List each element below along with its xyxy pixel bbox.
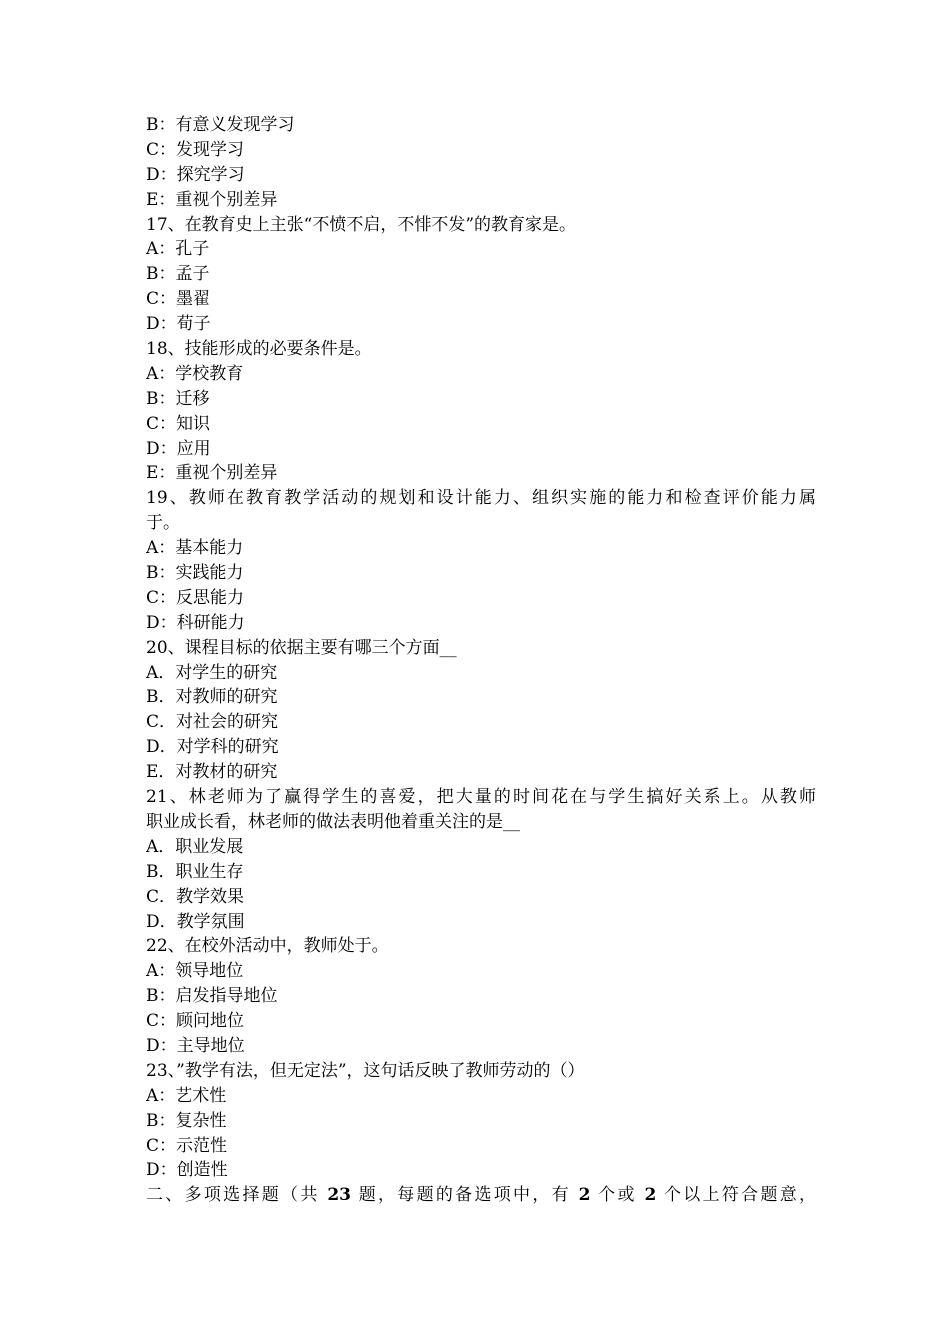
question-text: 21、林老师为了赢得学生的喜爱，把大量的时间花在与学生搞好关系上。从教师 <box>146 787 816 808</box>
section-heading-text-2: 题，每题的备选项中，有 <box>358 1185 571 1206</box>
question-text: 18、技能形成的必要条件是。 <box>146 339 372 360</box>
answer-option: C：发现学习 <box>146 139 245 160</box>
section-heading-text-1: 二、多项选择题（共 <box>146 1185 320 1206</box>
answer-option: D：创造性 <box>146 1160 228 1181</box>
answer-option: D：荀子 <box>146 314 211 335</box>
answer-option: D：探究学习 <box>146 164 245 185</box>
answer-option: B：启发指导地位 <box>146 986 278 1007</box>
question-text: 17、在教育史上主张“不愤不启，不悱不发”的教育家是。 <box>146 214 577 235</box>
answer-option: E：重视个别差异 <box>146 189 278 210</box>
question-text-continued: 于。 <box>146 513 180 534</box>
answer-option: A．对学生的研究 <box>146 662 278 683</box>
question-text: 23、”教学有法，但无定法”，这句话反映了教师劳动的（） <box>146 1060 585 1081</box>
answer-option: A：孔子 <box>146 239 210 260</box>
section-heading-count-a: 2 <box>578 1185 591 1206</box>
answer-option: A．职业发展 <box>146 836 244 857</box>
answer-option: D．教学氛围 <box>146 911 245 932</box>
answer-option: E．对教材的研究 <box>146 762 278 783</box>
question-text-continued: 职业成长看，林老师的做法表明他着重关注的是__ <box>146 811 520 832</box>
answer-option: B．职业生存 <box>146 861 244 882</box>
question-list <box>146 113 816 1183</box>
answer-option: D：科研能力 <box>146 612 245 633</box>
answer-option: C．教学效果 <box>146 886 245 907</box>
answer-option: D：主导地位 <box>146 1035 245 1056</box>
answer-option: B：迁移 <box>146 388 210 409</box>
answer-option: C：示范性 <box>146 1135 228 1156</box>
question-text: 19、教师在教育教学活动的规划和设计能力、组织实施的能力和检查评价能力属 <box>146 488 816 509</box>
answer-option: B．对教师的研究 <box>146 687 278 708</box>
answer-option: D．对学科的研究 <box>146 737 279 758</box>
answer-option: D：应用 <box>146 438 211 459</box>
answer-option: A：艺术性 <box>146 1085 227 1106</box>
answer-option: A：学校教育 <box>146 363 244 384</box>
answer-option: B：实践能力 <box>146 563 244 584</box>
section-heading-count-total: 23 <box>327 1185 351 1206</box>
section-heading-text-4: 个以上符合题意， <box>664 1185 816 1206</box>
question-text: 20、课程目标的依据主要有哪三个方面__ <box>146 637 457 658</box>
answer-option: B：孟子 <box>146 264 210 285</box>
section-heading-text-3: 个或 <box>598 1185 637 1206</box>
answer-option: C．对社会的研究 <box>146 712 279 733</box>
question-text: 22、在校外活动中，教师处于。 <box>146 936 389 957</box>
section-heading-count-b: 2 <box>644 1185 657 1206</box>
document-page <box>146 113 816 1208</box>
answer-option: C：墨翟 <box>146 289 211 310</box>
answer-option: C：反思能力 <box>146 587 245 608</box>
section-heading-multiple-choice <box>146 1183 816 1208</box>
answer-option: C：顾问地位 <box>146 1011 245 1032</box>
answer-option: E：重视个别差异 <box>146 463 278 484</box>
answer-option: A：领导地位 <box>146 961 244 982</box>
answer-option: B：复杂性 <box>146 1110 227 1131</box>
answer-option: A：基本能力 <box>146 538 244 559</box>
answer-option: C：知识 <box>146 413 211 434</box>
answer-option: B：有意义发现学习 <box>146 115 295 135</box>
